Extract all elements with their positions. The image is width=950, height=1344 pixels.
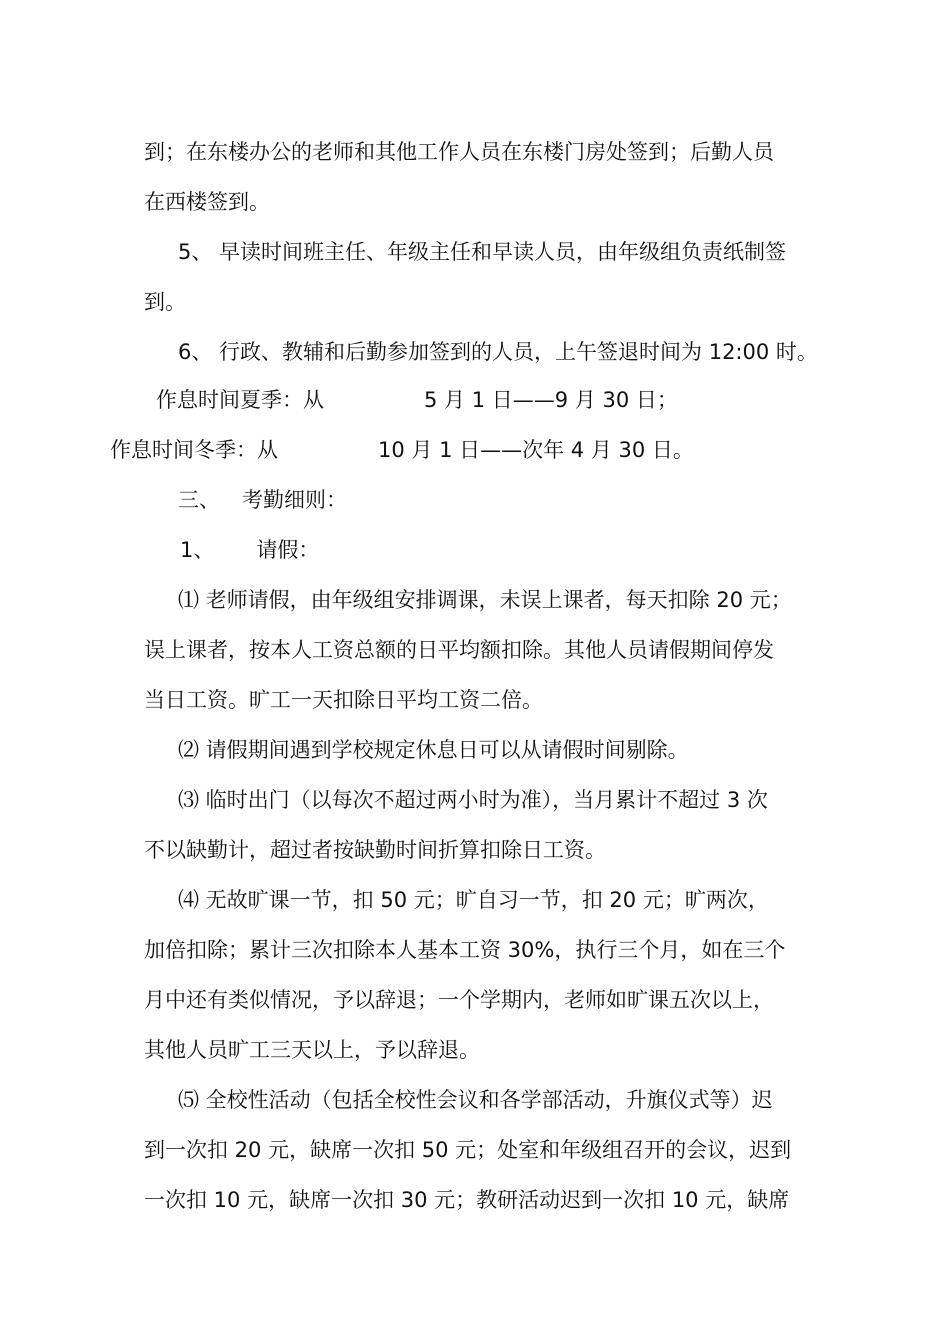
item-line: 一次扣 10 元，缺席一次扣 30 元；教研活动迟到一次扣 10 元，缺席 — [144, 1188, 790, 1212]
item-line: 不以缺勤计，超过者按缺勤时间折算扣除日工资。 — [144, 838, 606, 862]
item-line: 当日工资。旷工一天扣除日平均工资二倍。 — [144, 688, 543, 712]
schedule-summer-label: 作息时间夏季 — [156, 388, 282, 412]
paragraph-line: 到；在东楼办公的老师和其他工作人员在东楼门房处签到；后勤人员 — [144, 140, 774, 164]
subsection-title: 请假： — [256, 538, 320, 562]
item-line: ⑸ 全校性活动（包括全校性会议和各学部活动，升旗仪式等）迟 — [178, 1088, 773, 1112]
item-line: 月中还有类似情况，予以辞退；一个学期内，老师如旷课五次以上， — [144, 988, 774, 1012]
item-line: ⑷ 无故旷课一节，扣 50 元；旷自习一节，扣 20 元；旷两次， — [178, 888, 769, 912]
schedule-winter-label: 作息时间冬季 — [110, 438, 236, 462]
section-heading — [178, 486, 347, 514]
paragraph-line: 到。 — [144, 290, 186, 314]
schedule-summer — [156, 386, 678, 414]
item-line: 到一次扣 20 元，缺席一次扣 50 元；处室和年级组召开的会议，迟到 — [144, 1138, 792, 1162]
paragraph-line: 6、 行政、教辅和后勤参加签到的人员，上午签退时间为 12:00 时。 — [178, 340, 818, 364]
section-title: 考勤细则： — [242, 488, 347, 512]
section-number: 三、 — [178, 488, 220, 512]
schedule-summer-dates: 5 月 1 日——9 月 30 日； — [424, 388, 678, 412]
paragraph-line: 5、 早读时间班主任、年级主任和早读人员，由年级组负责纸制签 — [178, 240, 787, 264]
subsection-number: 1、 — [180, 538, 215, 562]
item-line: ⑶ 临时出门（以每次不超过两小时为准），当月累计不超过 3 次 — [178, 788, 768, 812]
item-line: ⑵ 请假期间遇到学校规定休息日可以从请假时间剔除。 — [178, 738, 689, 762]
schedule-winter — [110, 436, 694, 464]
subsection-heading — [180, 536, 319, 564]
schedule-winter-dates: 10 月 1 日——次年 4 月 30 日。 — [378, 438, 694, 462]
item-line: ⑴ 老师请假，由年级组安排调课，未误上课者，每天扣除 20 元； — [178, 588, 792, 612]
schedule-summer-from: ：从 — [282, 388, 324, 412]
item-line: 其他人员旷工三天以上，予以辞退。 — [144, 1038, 480, 1062]
item-line: 加倍扣除；累计三次扣除本人基本工资 30%，执行三个月，如在三个 — [144, 938, 786, 962]
paragraph-line: 在西楼签到。 — [144, 190, 270, 214]
item-line: 误上课者，按本人工资总额的日平均额扣除。其他人员请假期间停发 — [144, 638, 774, 662]
schedule-winter-from: ：从 — [236, 438, 278, 462]
